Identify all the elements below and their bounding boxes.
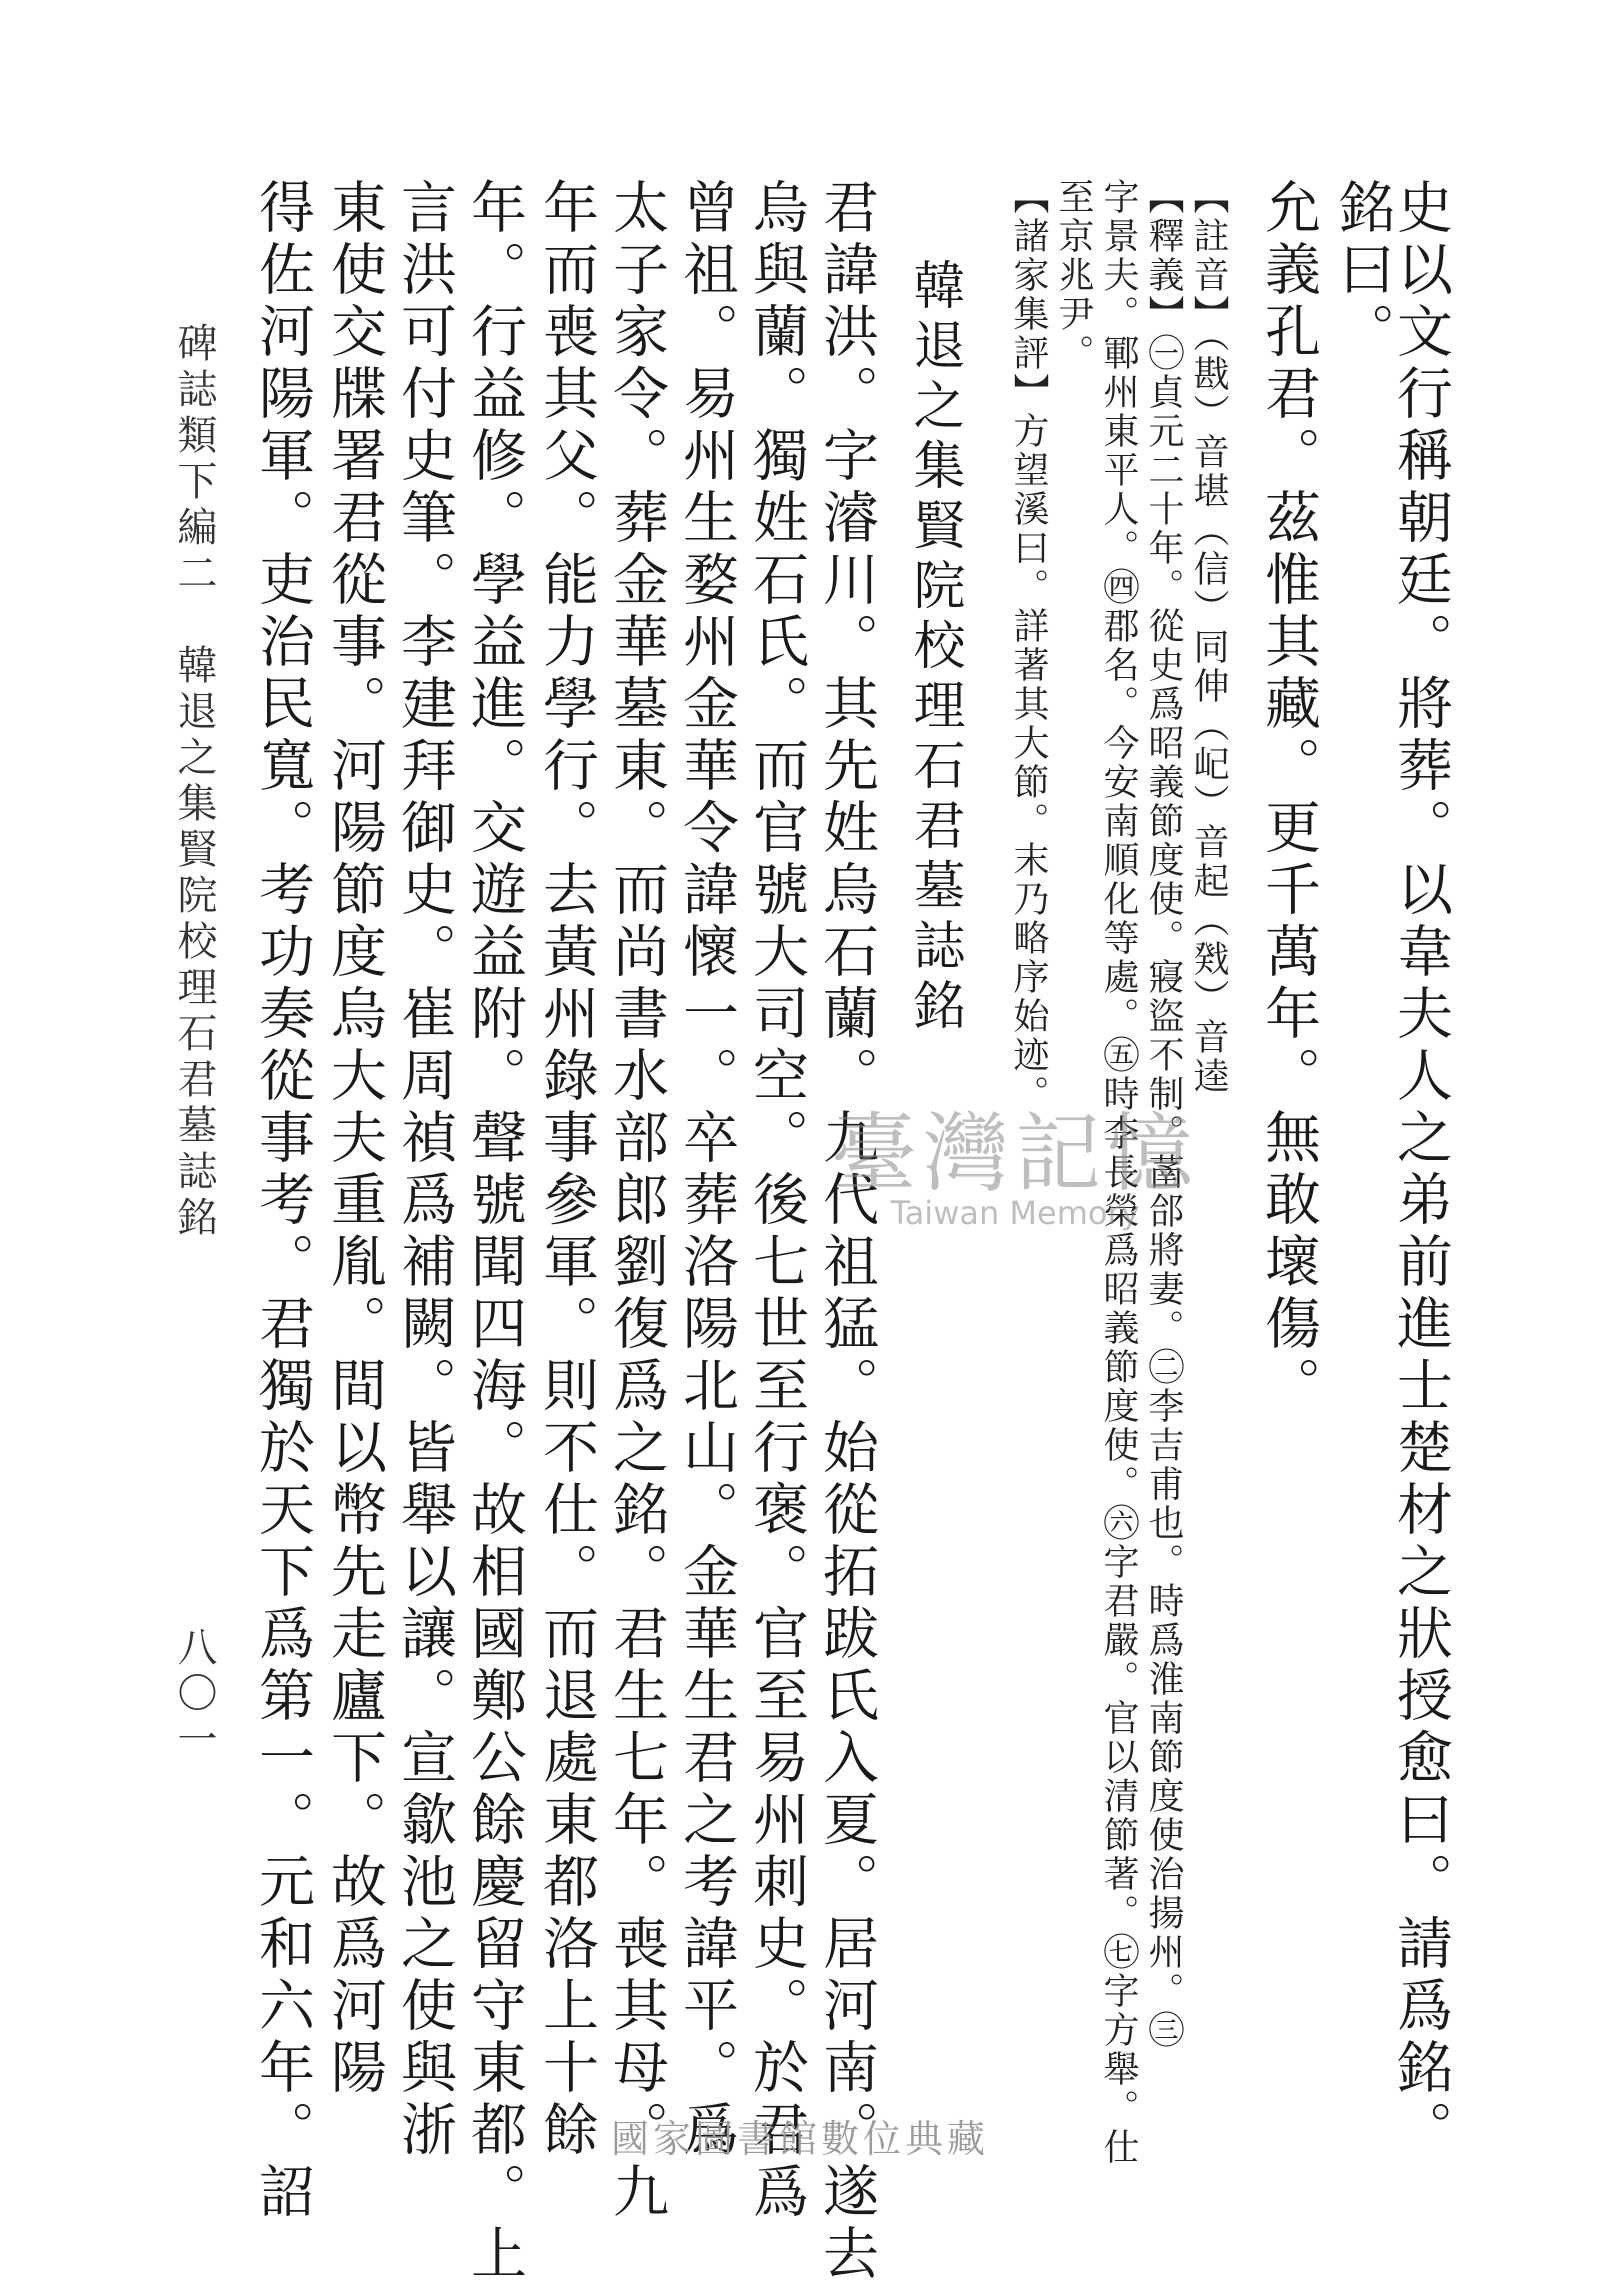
text-column-8: 年而喪其父。能力學行。去黃州錄事參軍。則不仕。而退處東都洛上十餘	[534, 178, 599, 2162]
section-title: 韓退之集賢院校理石君墓誌銘	[904, 258, 964, 1038]
text-column-12: 得佐河陽軍。吏治民寬。考功奏從事考。君獨於天下爲第一。元和六年。詔	[250, 178, 315, 2224]
text-column-10: 言洪可付史筆。李建拜御史。崔周禎爲補闕。皆舉以讓。宣歙池之使與浙	[392, 178, 457, 2162]
watermark-text-cn: 臺灣記憶	[831, 1104, 1199, 1204]
annotation-glossary-end: 至京兆尹。	[1053, 178, 1094, 373]
watermark-text-en: Taiwan Memory	[890, 1194, 1140, 1232]
text-column-3: 允義孔君。茲惟其藏。更千萬年。無敢壞傷。	[1256, 178, 1321, 1418]
annotation-phonetic: 【註音】（戡）音堪（信）同伸（屺）音起（戣）音逵	[1188, 178, 1229, 1096]
running-head: 碑誌類下編二 韓退之集賢院校理石君墓誌銘	[171, 322, 217, 1242]
footer-credit: 國家圖書館數位典藏	[610, 2117, 989, 2161]
text-column-1: 史以文行稱朝廷。將葬。以韋夫人之弟前進士楚材之狀授愈曰。請爲銘。	[1388, 178, 1453, 2162]
annotation-commentary: 【諸家集評】方望溪曰。詳著其大節。末乃略序始迹。	[1008, 178, 1049, 1114]
annotation-glossary-continued: 字景夫。鄆州東平人。㊃郡名。今安南順化等處。㊄時李長榮爲昭義節度使。㊅字君嚴。官以清節著。㊆字方舉。仕	[1098, 178, 1139, 2167]
text-column-9: 年。行益修。學益進。交遊益附。聲號聞四海。故相國鄭公餘慶留守東都。上	[462, 178, 527, 2286]
text-column-7: 太子家令。葬金華墓東。而尚書水部郎劉復爲之銘。君生七年。喪其母。九	[604, 178, 669, 2224]
text-column-6: 曾祖。易州生婺州金華令諱懷一。卒葬洛陽北山。金華生君之考諱平。爲	[674, 178, 739, 2162]
page-number: 八〇一	[171, 1626, 217, 1764]
text-column-5: 烏與蘭。獨姓石氏。而官號大司空。後七世至行褒。官至易州刺史。於君爲	[744, 178, 809, 2224]
text-column-4: 君諱洪。字濬川。其先姓烏石蘭。九代祖猛。始從拓跋氏入夏。居河南。遂去	[814, 178, 879, 2286]
text-column-11: 東使交牒署君從事。河陽節度烏大夫重胤。間以幣先走廬下。故爲河陽	[322, 178, 387, 2100]
text-column-2: 銘曰。	[1330, 178, 1395, 364]
annotation-glossary: 【釋義】㊀貞元二十年。從史爲昭義節度使。寢盜不制。䓿郃將妻。㊁李吉甫也。時爲淮南節度使治揚州。㊂	[1143, 178, 1184, 2050]
